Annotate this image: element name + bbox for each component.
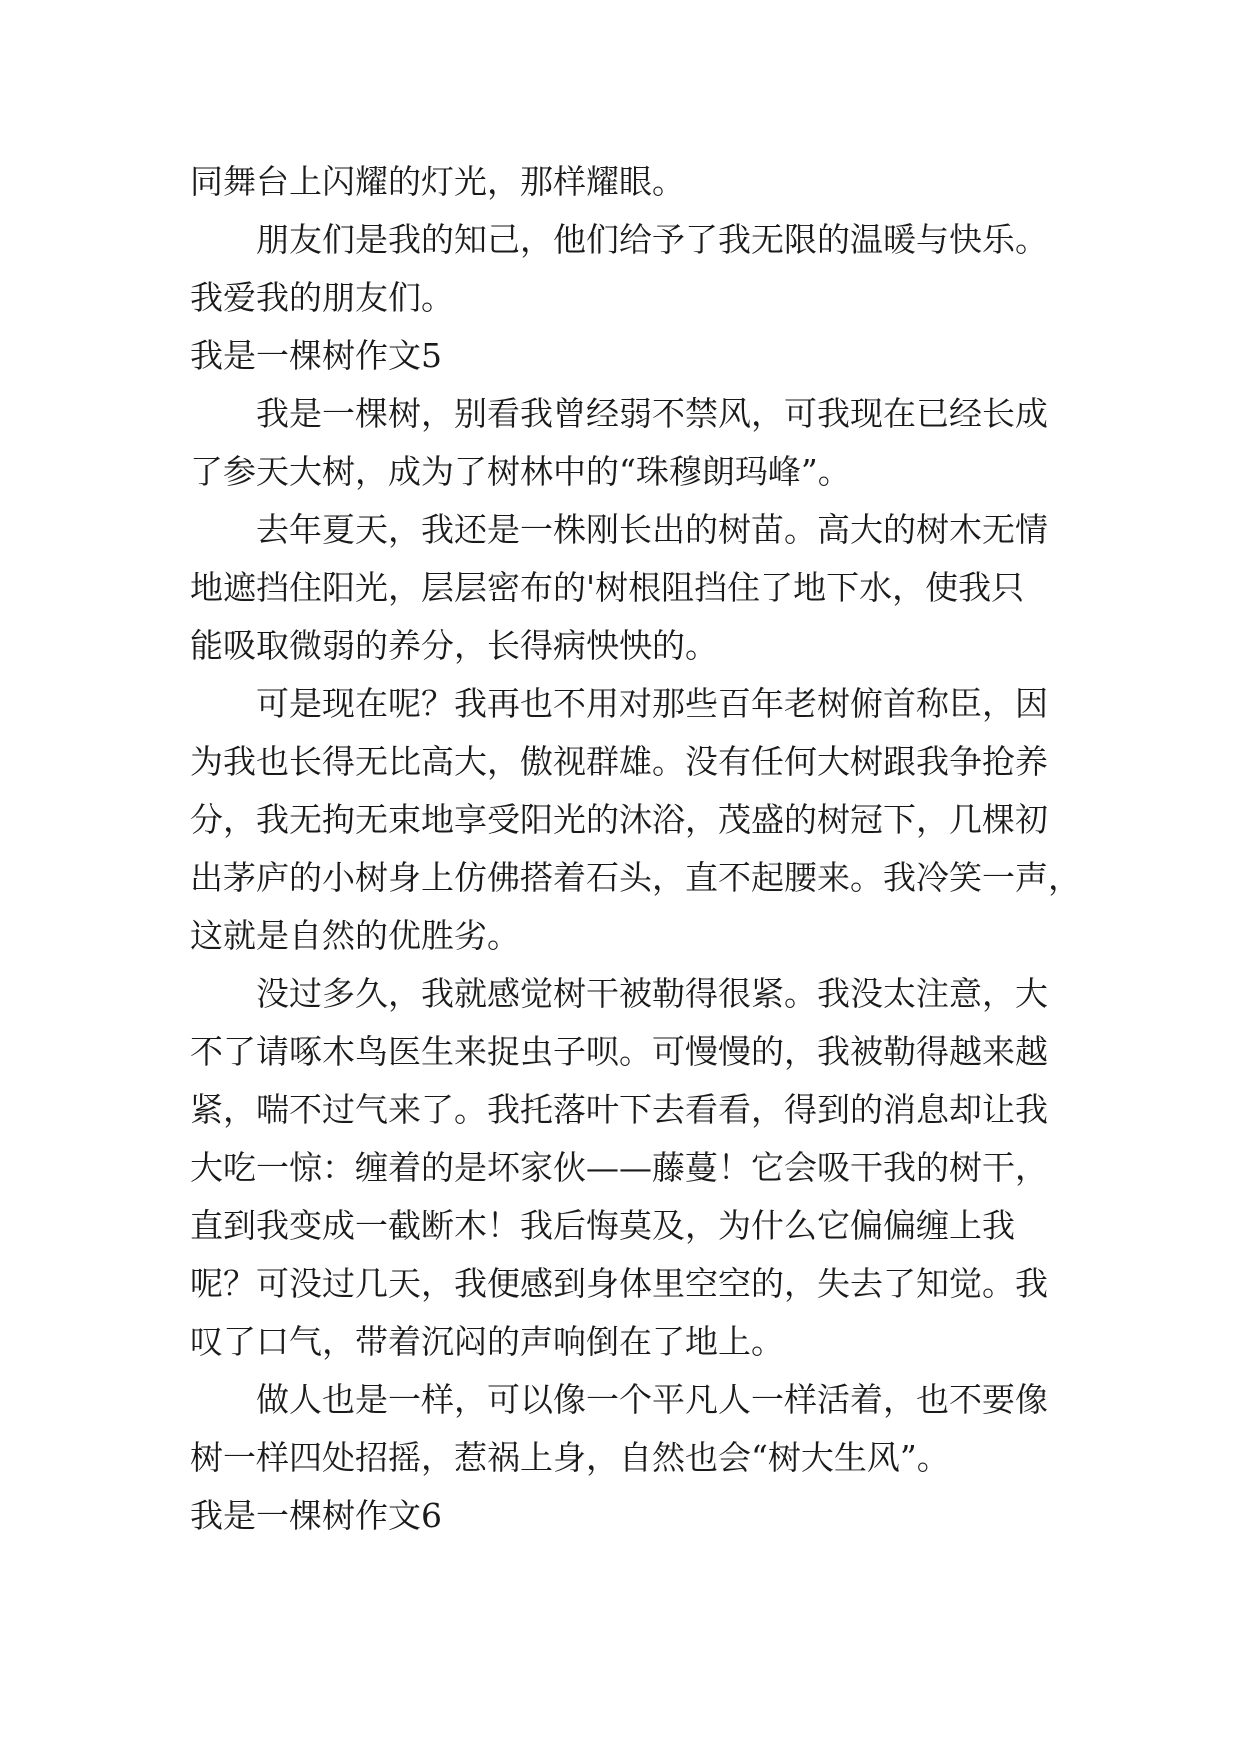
- text-line: 大吃一惊：缠着的是坏家伙——藤蔓！它会吸干我的树干，: [190, 1148, 1048, 1187]
- paragraph-first-line: 我是一棵树，别看我曾经弱不禁风，可我现在已经长成: [256, 394, 1048, 433]
- paragraph-first-line: 做人也是一样，可以像一个平凡人一样活着，也不要像: [256, 1380, 1048, 1419]
- text-line: 我爱我的朋友们。: [190, 278, 454, 317]
- text-line: 为我也长得无比高大，傲视群雄。没有任何大树跟我争抢养: [190, 742, 1048, 781]
- text-line: 不了请啄木鸟医生来捉虫子呗。可慢慢的，我被勒得越来越: [190, 1032, 1048, 1071]
- text-line: 能吸取微弱的养分，长得病怏怏的。: [190, 626, 718, 665]
- text-line: 树一样四处招摇，惹祸上身，自然也会“树大生风”。: [190, 1438, 950, 1477]
- paragraph-first-line: 去年夏天，我还是一株刚长出的树苗。高大的树木无情: [256, 510, 1048, 549]
- section-heading: 我是一棵树作文6: [190, 1496, 442, 1535]
- paragraph-first-line: 朋友们是我的知己，他们给予了我无限的温暖与快乐。: [256, 220, 1048, 259]
- text-line: 出茅庐的小树身上仿佛搭着石头，直不起腰来。我冷笑一声，: [190, 858, 1081, 897]
- text-line: 分，我无拘无束地享受阳光的沐浴，茂盛的树冠下，几棵初: [190, 800, 1048, 839]
- paragraph-first-line: 没过多久，我就感觉树干被勒得很紧。我没太注意，大: [256, 974, 1048, 1013]
- paragraph-first-line: 可是现在呢？我再也不用对那些百年老树俯首称臣，因: [256, 684, 1048, 723]
- section-heading: 我是一棵树作文5: [190, 336, 442, 375]
- text-line: 地遮挡住阳光，层层密布的'树根阻挡住了地下水，使我只: [190, 568, 1025, 607]
- text-line: 紧，喘不过气来了。我托落叶下去看看，得到的消息却让我: [190, 1090, 1048, 1129]
- text-line: 呢？可没过几天，我便感到身体里空空的，失去了知觉。我: [190, 1264, 1048, 1303]
- text-line: 同舞台上闪耀的灯光，那样耀眼。: [190, 162, 685, 201]
- text-line: 这就是自然的优胜劣。: [190, 916, 520, 955]
- text-line: 了参天大树，成为了树林中的“珠穆朗玛峰”。: [190, 452, 851, 491]
- text-line: 直到我变成一截断木！我后悔莫及，为什么它偏偏缠上我: [190, 1206, 1015, 1245]
- text-line: 叹了口气，带着沉闷的声响倒在了地上。: [190, 1322, 784, 1361]
